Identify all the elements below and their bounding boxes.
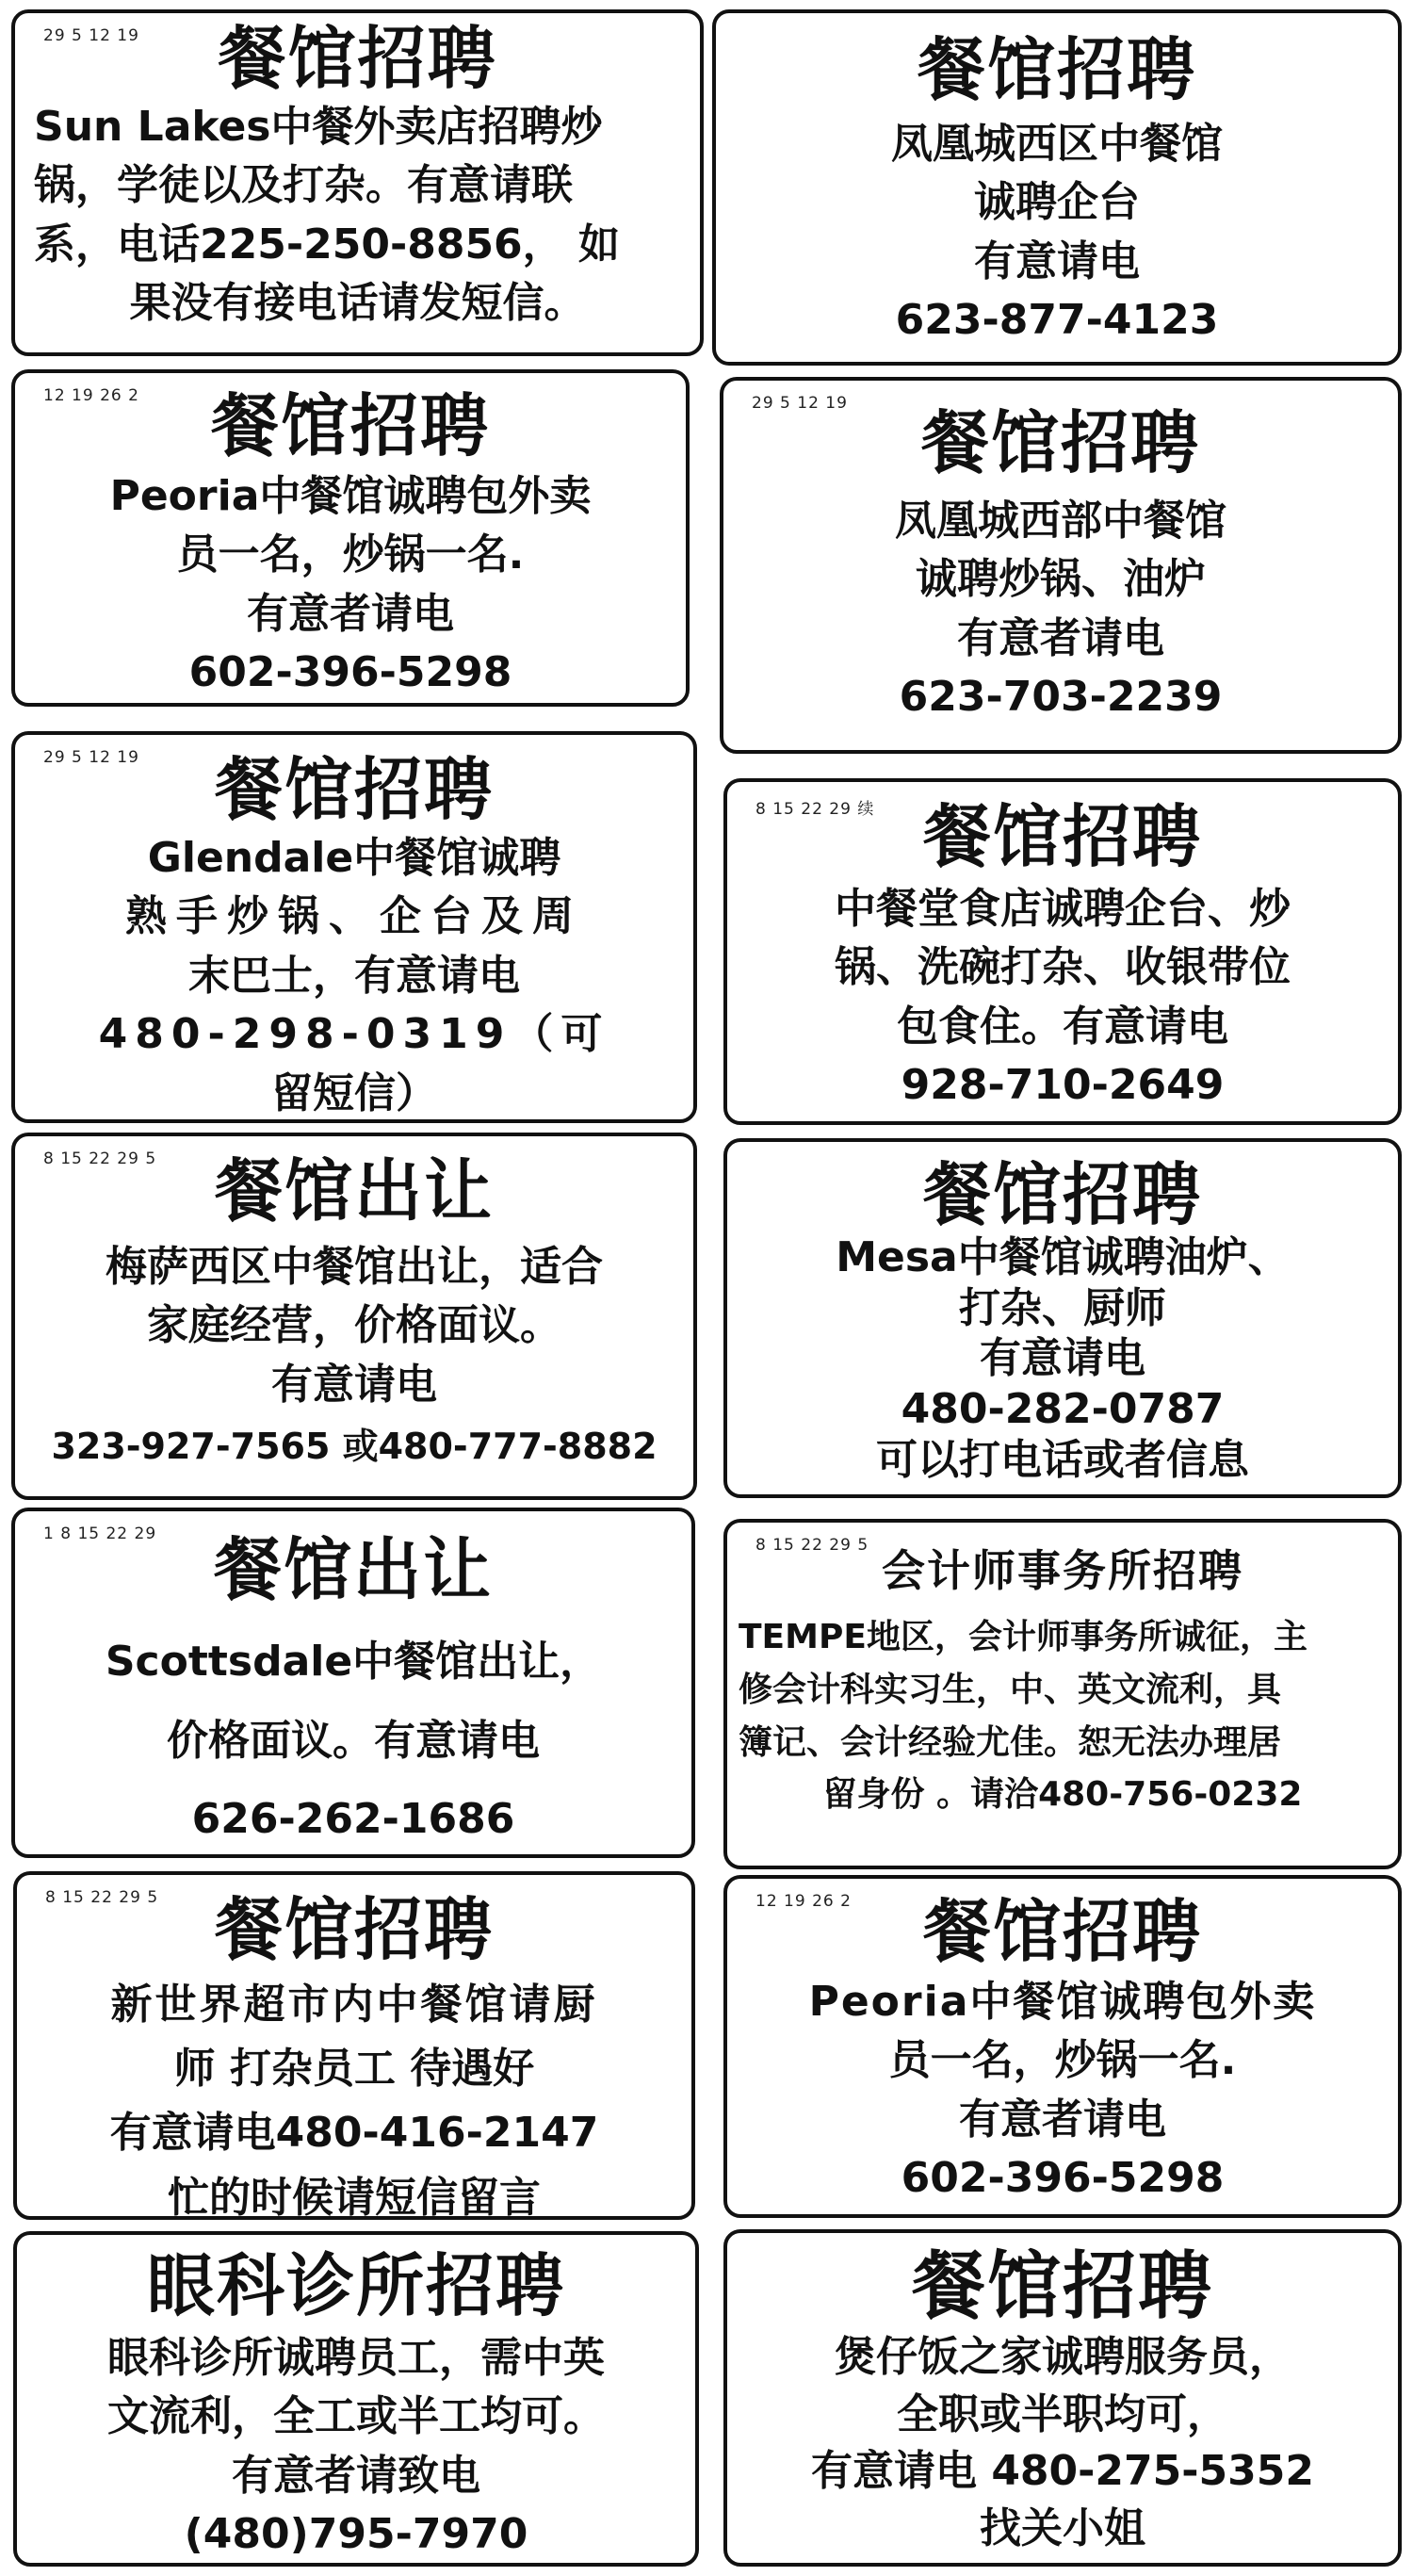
ad-line: TEMPE地区，会计师事务所诚征，主 xyxy=(739,1618,1307,1656)
ad-title: 餐馆招聘 xyxy=(214,750,494,829)
ad-line: Peoria中餐馆诚聘包外卖 xyxy=(109,472,592,520)
ad-line: 有意请电 480-275-5352 xyxy=(811,2447,1314,2496)
ad-line: Sun Lakes中餐外卖店招聘炒 xyxy=(34,103,603,151)
ad-phoenix-west-hiring xyxy=(712,9,1402,366)
ad-line: 602-396-5298 xyxy=(188,648,512,697)
ad-code: 29 5 12 19 xyxy=(43,26,139,45)
ad-mesa-west-sale xyxy=(11,1133,697,1500)
ad-line: 凤凰城西部中餐馆 xyxy=(895,497,1226,545)
ad-line: 480-298-0319（可 xyxy=(98,1010,610,1059)
ad-dine-in-hiring xyxy=(723,778,1402,1125)
ad-line: 有意请电 xyxy=(271,1360,437,1409)
ad-line: 凤凰城西区中餐馆 xyxy=(891,120,1223,168)
ad-supermarket-hiring xyxy=(13,1871,695,2220)
ad-line: 文流利，全工或半工均可。 xyxy=(107,2392,605,2441)
ad-line: 626-262-1686 xyxy=(191,1795,515,1844)
ad-mesa-hiring xyxy=(723,1138,1402,1498)
ad-line: 中餐堂食店诚聘企台、炒 xyxy=(835,885,1291,933)
ad-line: 有意者请电 xyxy=(957,613,1164,662)
ad-title: 餐馆招聘 xyxy=(922,797,1202,876)
ad-glendale-hiring xyxy=(11,731,697,1123)
ad-title: 餐馆招聘 xyxy=(911,2244,1213,2329)
ad-line: 师 打杂员工 待遇好 xyxy=(173,2045,535,2094)
ad-line: 602-396-5298 xyxy=(901,2154,1225,2203)
ad-line: 员一名，炒锅一名. xyxy=(888,2036,1237,2085)
ad-accounting-hiring xyxy=(723,1519,1402,1869)
ad-phoenix-wok-hiring xyxy=(720,377,1402,754)
ad-line: 诚聘企台 xyxy=(974,178,1140,227)
ad-line: 留身份 。请洽480-756-0232 xyxy=(822,1775,1303,1815)
ad-line: 果没有接电话请发短信。 xyxy=(129,279,586,328)
ad-line: 全职或半职均可， xyxy=(897,2389,1228,2438)
ad-line: 梅萨西区中餐馆出让，适合 xyxy=(106,1243,603,1291)
ad-code: 29 5 12 19 xyxy=(752,394,848,413)
ad-code: 8 15 22 29 5 xyxy=(43,1149,157,1168)
ad-title: 餐馆招聘 xyxy=(922,1155,1202,1234)
ad-line: 有意者请电 xyxy=(247,589,454,638)
ad-title: 餐馆招聘 xyxy=(922,1892,1202,1971)
ad-line: 价格面议。有意请电 xyxy=(167,1716,540,1765)
ad-line: Mesa中餐馆诚聘油炉、 xyxy=(836,1233,1290,1281)
ad-peoria-hiring xyxy=(11,369,690,707)
ad-line: 有意请电480-416-2147 xyxy=(109,2109,599,2158)
ad-eye-clinic-hiring xyxy=(13,2231,699,2567)
ad-line: 忙的时候请短信留言 xyxy=(168,2173,541,2220)
ad-peoria-hiring-2 xyxy=(723,1875,1402,2218)
ad-line: 有意者请致电 xyxy=(232,2451,480,2500)
ad-line: 打杂、厨师 xyxy=(959,1283,1166,1332)
ad-line: 锅、洗碗打杂、收银带位 xyxy=(835,943,1291,992)
ad-scottsdale-sale xyxy=(11,1508,695,1858)
ad-line: 包食住。有意请电 xyxy=(897,1002,1228,1051)
ad-line: 623-703-2239 xyxy=(899,673,1223,722)
ad-line: 有意请电 xyxy=(974,236,1140,285)
ad-title: 餐馆招聘 xyxy=(920,403,1200,482)
ad-line: Glendale中餐馆诚聘 xyxy=(147,834,561,882)
ad-line: 煲仔饭之家诚聘服务员， xyxy=(835,2333,1291,2381)
ad-title: 眼科诊所招聘 xyxy=(146,2246,565,2325)
ad-line: 系，电话225-250-8856， 如 xyxy=(34,220,620,269)
ad-line: 诚聘炒锅、油炉 xyxy=(916,555,1206,604)
ad-line: 有意者请电 xyxy=(959,2095,1166,2144)
ad-line: 末巴士，有意请电 xyxy=(188,951,520,1000)
ad-line: 员一名，炒锅一名. xyxy=(176,530,525,579)
ad-line: 可以打电话或者信息 xyxy=(876,1435,1249,1484)
ad-code: 8 15 22 29 续 xyxy=(755,800,875,819)
ad-line: 熟手炒锅、企台及周 xyxy=(125,892,583,941)
ad-title: 餐馆招聘 xyxy=(917,30,1196,109)
ad-line: 323-927-7565 或480-777-8882 xyxy=(51,1426,658,1468)
ad-code: 12 19 26 2 xyxy=(755,1892,852,1911)
ad-line: 找关小姐 xyxy=(980,2504,1145,2553)
ad-line: Scottsdale中餐馆出让， xyxy=(105,1638,602,1686)
ad-code: 8 15 22 29 5 xyxy=(45,1888,159,1907)
ad-title: 餐馆招聘 xyxy=(210,386,490,465)
ad-line: 簿记、会计经验尤佳。恕无法办理居 xyxy=(739,1722,1282,1762)
ad-code: 29 5 12 19 xyxy=(43,748,139,767)
ad-title: 餐馆出让 xyxy=(213,1530,493,1609)
ad-line: 有意请电 xyxy=(980,1334,1145,1383)
ad-line: 锅，学徒以及打杂。有意请联 xyxy=(34,161,573,210)
ad-line: 眼科诊所诚聘员工，需中英 xyxy=(107,2334,605,2382)
ad-line: 928-710-2649 xyxy=(901,1061,1225,1110)
ad-title: 会计师事务所招聘 xyxy=(882,1545,1243,1596)
ad-line: 修会计科实习生，中、英文流利，具 xyxy=(739,1670,1282,1709)
ad-line: 480-282-0787 xyxy=(901,1385,1225,1434)
ad-code: 8 15 22 29 5 xyxy=(755,1536,869,1555)
ad-title: 餐馆出让 xyxy=(214,1151,494,1231)
ad-line: Peoria中餐馆诚聘包外卖 xyxy=(808,1978,1317,2026)
ad-code: 1 8 15 22 29 xyxy=(43,1524,157,1543)
ad-title: 餐馆招聘 xyxy=(218,19,497,98)
ad-code: 12 19 26 2 xyxy=(43,386,139,405)
ad-line: (480)795-7970 xyxy=(184,2510,528,2559)
ad-line: 留短信） xyxy=(271,1068,437,1117)
ad-line: 623-877-4123 xyxy=(895,296,1219,345)
ad-claypot-hiring xyxy=(723,2229,1402,2567)
ad-line: 新世界超市内中餐馆请厨 xyxy=(110,1981,598,2029)
ad-line: 家庭经营，价格面议。 xyxy=(147,1301,561,1350)
ad-title: 餐馆招聘 xyxy=(214,1890,494,1969)
ad-sunlakes-hiring xyxy=(11,9,704,356)
